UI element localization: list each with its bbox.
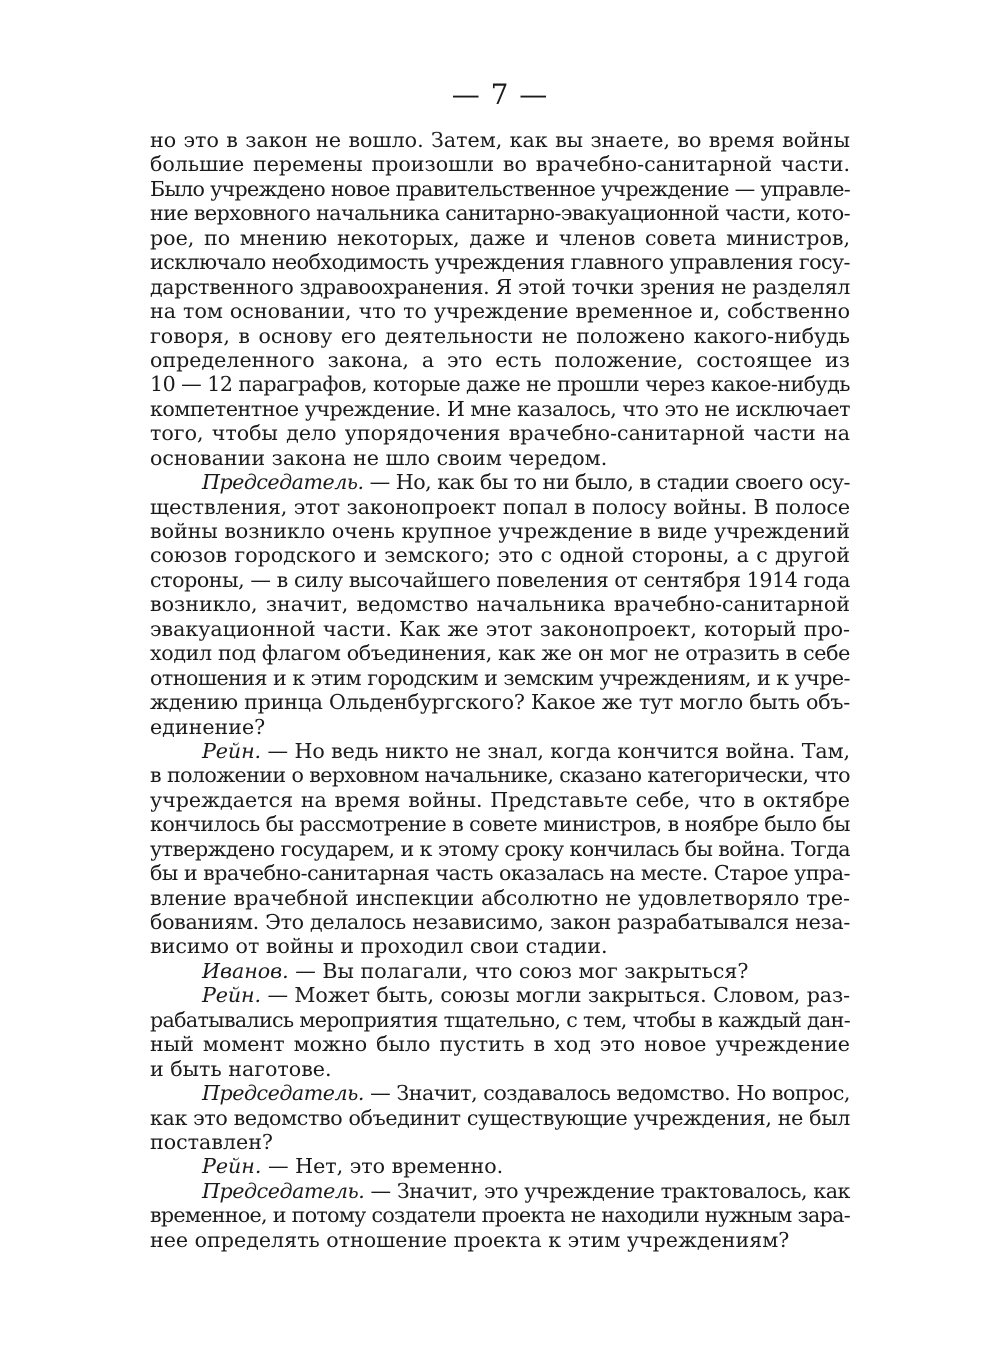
line-text: но это в закон не вошло. Затем, как вы знаете, во время войны: [150, 128, 850, 152]
line-text: поставлен?: [150, 1129, 273, 1154]
line-text: единение?: [150, 714, 266, 739]
text-line: [150, 128, 850, 152]
text-line: [150, 812, 850, 836]
text-line: [150, 1106, 850, 1130]
text-line: [150, 1228, 850, 1252]
text-line: [150, 1179, 850, 1203]
text-line: [150, 421, 850, 445]
page-number: — 7 —: [451, 78, 549, 111]
line-text: — Но, как бы то ни было, в стадии своего осу-: [363, 470, 850, 495]
text-line: [150, 592, 850, 616]
text-line: [150, 886, 850, 910]
text-line: [150, 934, 850, 958]
line-text: — Значит, создавалось ведомство. Но вопрос,: [364, 1081, 850, 1106]
line-text: ние верховного начальника санитарно-эвакуационной части, кото-: [150, 201, 850, 226]
text-line: [150, 348, 850, 372]
line-text: рабатывались мероприятия тщательно, с тем, чтобы в каждый дан-: [150, 1007, 850, 1032]
text-line: [150, 372, 850, 396]
line-text: ждению принца Ольденбургского? Какое же тут могло быть объ-: [150, 690, 850, 715]
text-line: [150, 910, 850, 934]
text-line: [150, 1008, 850, 1032]
text-line: [150, 983, 850, 1007]
line-text: союзов городского и земского; это с одной стороны, а с другой: [150, 543, 850, 568]
text-line: [150, 470, 850, 494]
text-line: [150, 275, 850, 299]
text-line: [150, 495, 850, 519]
text-line: [150, 617, 850, 641]
line-text: — Нет, это временно.: [261, 1154, 504, 1179]
line-text: эвакуационной части. Как же этот законопроект, который про-: [150, 616, 850, 641]
line-text: кончилось бы рассмотрение в совете министров, в ноябре было бы: [150, 812, 850, 837]
speaker-name: Председатель.: [202, 1178, 365, 1203]
line-text: висимо от войны и проходил свои стадии.: [150, 934, 608, 959]
body-text: [150, 128, 850, 1252]
line-text: говоря, в основу его деятельности не положено какого-нибудь: [150, 323, 850, 348]
speaker-name: Председатель.: [202, 1081, 365, 1106]
line-text: ный момент можно было пустить в ход это новое учреждение: [150, 1032, 850, 1057]
line-text: отношения и к этим городским и земским учреждениям, и к учре-: [150, 665, 850, 690]
line-text: рое, по мнению некоторых, даже и членов совета министров,: [150, 225, 850, 250]
text-line: [150, 1130, 850, 1154]
speaker-name: Рейн.: [202, 1154, 262, 1179]
line-text: определенного закона, а это есть положение, состоящее из: [150, 347, 850, 372]
line-text: — Вы полагали, что союз мог закрыться?: [288, 958, 749, 983]
line-text: войны возникло очень крупное учреждение в виде учреждений: [150, 519, 850, 543]
line-text: ходил под флагом объединения, как же он мог не отразить в себе: [150, 641, 850, 666]
line-text: большие перемены произошли во врачебно-санитарной части.: [150, 152, 850, 177]
line-text: временное, и потому создатели проекта не находили нужным зара-: [150, 1203, 850, 1228]
text-line: [150, 324, 850, 348]
text-line: [150, 397, 850, 421]
speaker-name: Иванов.: [202, 958, 289, 983]
text-line: [150, 299, 850, 323]
speaker-name: Рейн.: [202, 738, 262, 763]
line-text: — Может быть, союзы могли закрыться. Словом, раз-: [260, 983, 850, 1008]
text-line: [150, 152, 850, 176]
line-text: 10 — 12 параграфов, которые даже не прошли через какое-нибудь: [150, 372, 850, 397]
speaker-name: Председатель.: [202, 470, 364, 495]
line-text: Было учреждено новое правительственное учреждение — управле-: [150, 176, 850, 201]
line-text: того, чтобы дело упорядочения врачебно-санитарной части на: [150, 421, 850, 446]
text-line: [150, 788, 850, 812]
text-line: [150, 250, 850, 274]
line-text: утверждено государем, и к этому сроку кончилась бы война. Тогда: [150, 836, 850, 861]
text-line: [150, 568, 850, 592]
text-line: [150, 715, 850, 739]
text-line: [150, 641, 850, 665]
text-line: [150, 690, 850, 714]
text-line: [150, 446, 850, 470]
line-text: компетентное учреждение. И мне казалось, что это не исключает: [150, 396, 850, 421]
line-text: исключало необходимость учреждения главного управления госу-: [150, 250, 850, 275]
text-line: [150, 739, 850, 763]
text-line: [150, 837, 850, 861]
text-line: [150, 1057, 850, 1081]
text-line: [150, 959, 850, 983]
text-line: [150, 1154, 850, 1178]
text-line: [150, 519, 850, 543]
text-line: [150, 1032, 850, 1056]
line-text: бованиям. Это делалось независимо, закон разрабатывался неза-: [150, 910, 850, 934]
line-text: стороны, — в силу высочайшего повеления от сентября 1914 года: [150, 567, 850, 592]
speaker-name: Рейн.: [202, 983, 261, 1008]
line-text: — Значит, это учреждение трактовалось, как: [364, 1178, 850, 1203]
text-line: [150, 1203, 850, 1227]
line-text: вление врачебной инспекции абсолютно не удовлетворяло тре-: [150, 885, 850, 910]
text-line: [150, 861, 850, 885]
text-line: [150, 226, 850, 250]
text-line: [150, 201, 850, 225]
line-text: дарственного здравоохранения. Я этой точки зрения не разделял: [150, 274, 851, 299]
text-line: [150, 763, 850, 787]
line-text: учреждается на время войны. Представьте себе, что в октябре: [150, 787, 850, 812]
line-text: бы и врачебно-санитарная часть оказалась на месте. Старое упра-: [150, 861, 850, 886]
line-text: возникло, значит, ведомство начальника врачебно-санитарной: [150, 592, 850, 617]
line-text: основании закона не шло своим чередом.: [150, 445, 608, 470]
line-text: и быть наготове.: [150, 1056, 332, 1081]
line-text: на том основании, что то учреждение временное и, собственно: [150, 299, 850, 324]
text-line: [150, 666, 850, 690]
line-text: нее определять отношение проекта к этим учреждениям?: [150, 1227, 790, 1252]
line-text: как это ведомство объединит существующие учреждения, не был: [150, 1105, 850, 1130]
text-line: [150, 543, 850, 567]
line-text: — Но ведь никто не знал, когда кончится война. Там,: [261, 738, 850, 763]
text-line: [150, 177, 850, 201]
line-text: в положении о верховном начальнике, сказано категорически, что: [150, 763, 850, 788]
text-line: [150, 1081, 850, 1105]
line-text: ществления, этот законопроект попал в полосу войны. В полосе: [150, 494, 850, 519]
